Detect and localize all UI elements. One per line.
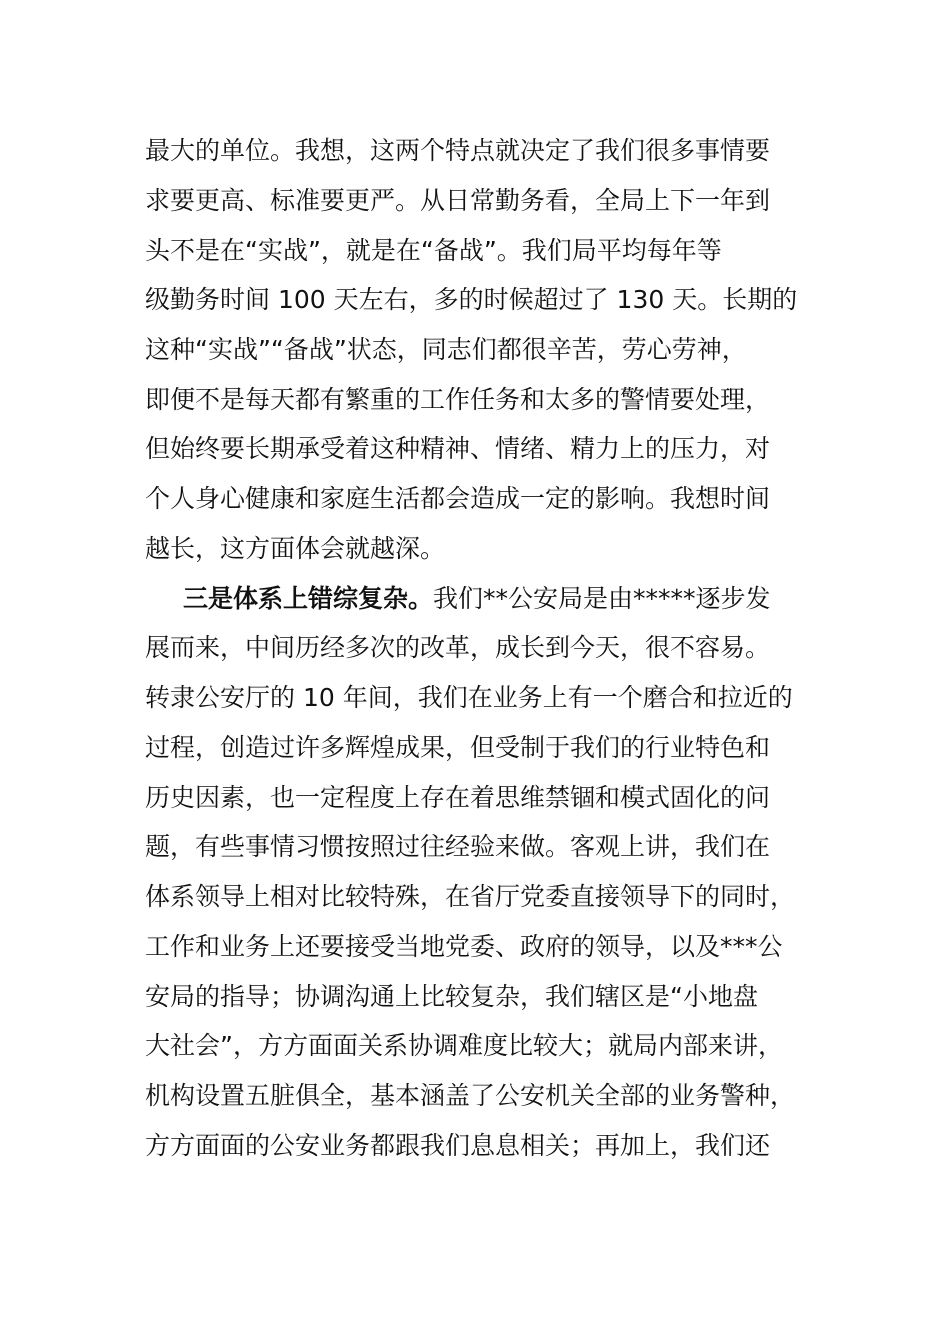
paragraph-first-line (183, 584, 771, 614)
text-line: 级勤务时间 100 天左右，多的时候超过了 130 天。长期的 (145, 285, 798, 314)
paragraph-text: 我们**公安局是由*****逐步发 (433, 584, 771, 613)
text-line: 大社会”，方方面面关系协调难度比较大；就局内部来讲， (145, 1031, 783, 1060)
text-line: 但始终要长期承受着这种精神、情绪、精力上的压力，对 (145, 434, 771, 463)
text-line: 历史因素，也一定程度上存在着思维禁锢和模式固化的问 (145, 783, 771, 812)
text-line: 头不是在“实战”，就是在“备战”。我们局平均每年等 (145, 236, 722, 265)
text-line: 展而来，中间历经多次的改革，成长到今天，很不容易。 (145, 633, 771, 662)
text-line: 体系领导上相对比较特殊，在省厅党委直接领导下的同时， (145, 882, 796, 911)
text-line: 求要更高、标准要更严。从日常勤务看，全局上下一年到 (145, 186, 771, 215)
text-line: 方方面面的公安业务都跟我们息息相关；再加上，我们还 (145, 1131, 771, 1160)
text-line: 机构设置五脏俱全，基本涵盖了公安机关全部的业务警种， (145, 1081, 796, 1110)
text-line: 工作和业务上还要接受当地党委、政府的领导，以及***公 (145, 932, 783, 961)
text-line: 转隶公安厅的 10 年间，我们在业务上有一个磨合和拉近的 (145, 683, 793, 712)
text-line: 即便不是每天都有繁重的工作任务和太多的警情要处理， (145, 385, 771, 414)
paragraph-heading: 三是体系上错综复杂。 (183, 584, 434, 613)
text-line: 题，有些事情习惯按照过往经验来做。客观上讲，我们在 (145, 832, 771, 861)
text-line: 最大的单位。我想，这两个特点就决定了我们很多事情要 (145, 136, 771, 165)
text-line: 这种“实战”“备战”状态，同志们都很辛苦，劳心劳神， (145, 335, 747, 364)
text-line: 越长，这方面体会就越深。 (145, 534, 446, 563)
text-line: 安局的指导；协调沟通上比较复杂，我们辖区是“小地盘 (145, 982, 758, 1011)
text-line: 个人身心健康和家庭生活都会造成一定的影响。我想时间 (145, 484, 771, 513)
text-line: 过程，创造过许多辉煌成果，但受制于我们的行业特色和 (145, 733, 771, 762)
